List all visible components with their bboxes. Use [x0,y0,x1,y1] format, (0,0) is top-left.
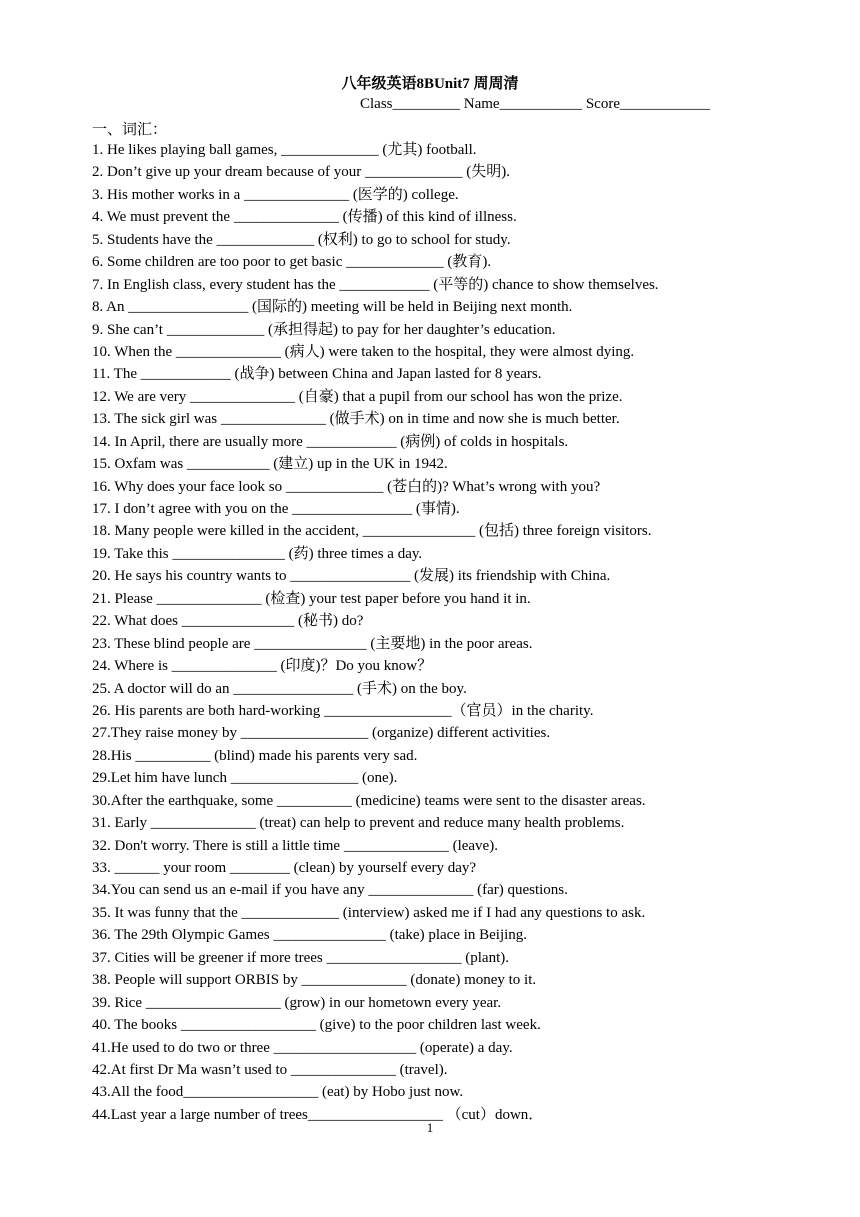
question-item: 22. What does _______________ (秘书) do? [92,613,364,630]
question-item: 7. In English class, every student has the ____________ (平等的) chance to show themselves. [92,276,659,293]
question-item: 1. He likes playing ball games, _____________ (尤其) football. [92,142,477,158]
page-number: 1 [426,1120,434,1135]
question-item: 39. Rice __________________ (grow) in our hometown every year. [92,994,502,1011]
question-item: 20. He says his country wants to ________________ (发展) its friendship with China. [92,568,611,585]
question-item: 9. She can’t _____________ (承担得起) to pay for her daughter’s education. [92,321,556,338]
question-item: 27.They raise money by _________________ (organize) different activities. [92,725,551,742]
question-item: 15. Oxfam was ___________ (建立) up in the UK in 1942. [92,456,448,473]
question-item: 19. Take this _______________ (药) three times a day. [92,545,423,562]
question-list [92,139,772,1126]
question-item: 41.He used to do two or three ___________________ (operate) a day. [92,1039,513,1056]
question-item: 44.Last year a large number of trees__________________ （cut）down． [92,1106,544,1123]
question-item: 31. Early ______________ (treat) can help to prevent and reduce many health problems. [92,815,625,832]
question-item: 29.Let him have lunch _________________ (one). [92,770,398,787]
question-item: 34.You can send us an e-mail if you have any ______________ (far) questions. [92,882,568,899]
question-item: 33. ______ your room ________ (clean) by yourself every day? [92,860,477,876]
question-item: 10. When the ______________ (病人) were taken to the hospital, they were almost dying. [92,343,635,360]
question-item: 26. His parents are both hard-working _________________（官员）in the charity. [92,702,594,719]
question-item: 40. The books __________________ (give) to the poor children last week. [92,1017,541,1034]
question-item: 12. We are very ______________ (自豪) that a pupil from our school has won the prize. [92,388,623,405]
question-item: 21. Please ______________ (检查) your test paper before you hand it in. [92,590,531,607]
question-item: 28.His __________ (blind) made his parents very sad. [92,747,418,764]
question-item: 3. His mother works in a ______________ (医学的) college. [92,186,459,203]
question-item: 36. The 29th Olympic Games _______________ (take) place in Beijing. [92,927,528,944]
question-item: 24. Where is ______________ (印度)？Do you know？ [92,658,433,675]
question-item: 11. The ____________ (战争) between China and Japan lasted for 8 years. [92,366,542,383]
question-item: 35. It was funny that the _____________ (interview) asked me if I had any questions to ask. [92,904,646,921]
question-item: 16. Why does your face look so _____________ (苍白的)? What’s wrong with you? [92,478,601,495]
question-item: 25. A doctor will do an ________________ (手术) on the boy. [92,680,467,697]
question-item: 5. Students have the _____________ (权利) to go to school for study. [92,231,511,248]
worksheet-title: 八年级英语8BUnit7 周周清 [341,76,519,92]
question-item: 23. These blind people are _______________ (主要地) in the poor areas. [92,635,533,652]
question-item: 14. In April, there are usually more ____________ (病例) of colds in hospitals. [92,433,569,450]
question-item: 8. An ________________ (国际的) meeting will be held in Beijing next month. [92,299,573,316]
question-item: 42.At first Dr Ma wasn’t used to ______________ (travel). [92,1061,448,1078]
question-item: 17. I don’t agree with you on the ________________ (事情). [92,501,460,517]
question-item: 32. Don't worry. There is still a little time ______________ (leave). [92,837,498,854]
question-item: 13. The sick girl was ______________ (做手术) on in time and now she is much better. [92,411,620,428]
question-item: 18. Many people were killed in the accident, _______________ (包括) three foreign visitors. [92,523,652,540]
question-item: 6. Some children are too poor to get basic _____________ (教育). [92,254,492,271]
question-item: 38. People will support ORBIS by ______________ (donate) money to it. [92,972,537,989]
question-item: 37. Cities will be greener if more trees __________________ (plant). [92,949,509,966]
question-item: 4. We must prevent the ______________ (传播) of this kind of illness. [92,209,517,226]
section-heading: 一、词汇： [92,122,168,138]
student-info-line: Class_________ Name___________ Score____________ [360,96,710,112]
question-item: 43.All the food__________________ (eat) by Hobo just now. [92,1084,464,1101]
question-item: 2. Don’t give up your dream because of your _____________ (失明). [92,164,510,181]
question-item: 30.After the earthquake, some __________ (medicine) teams were sent to the disaster areas. [92,792,646,809]
